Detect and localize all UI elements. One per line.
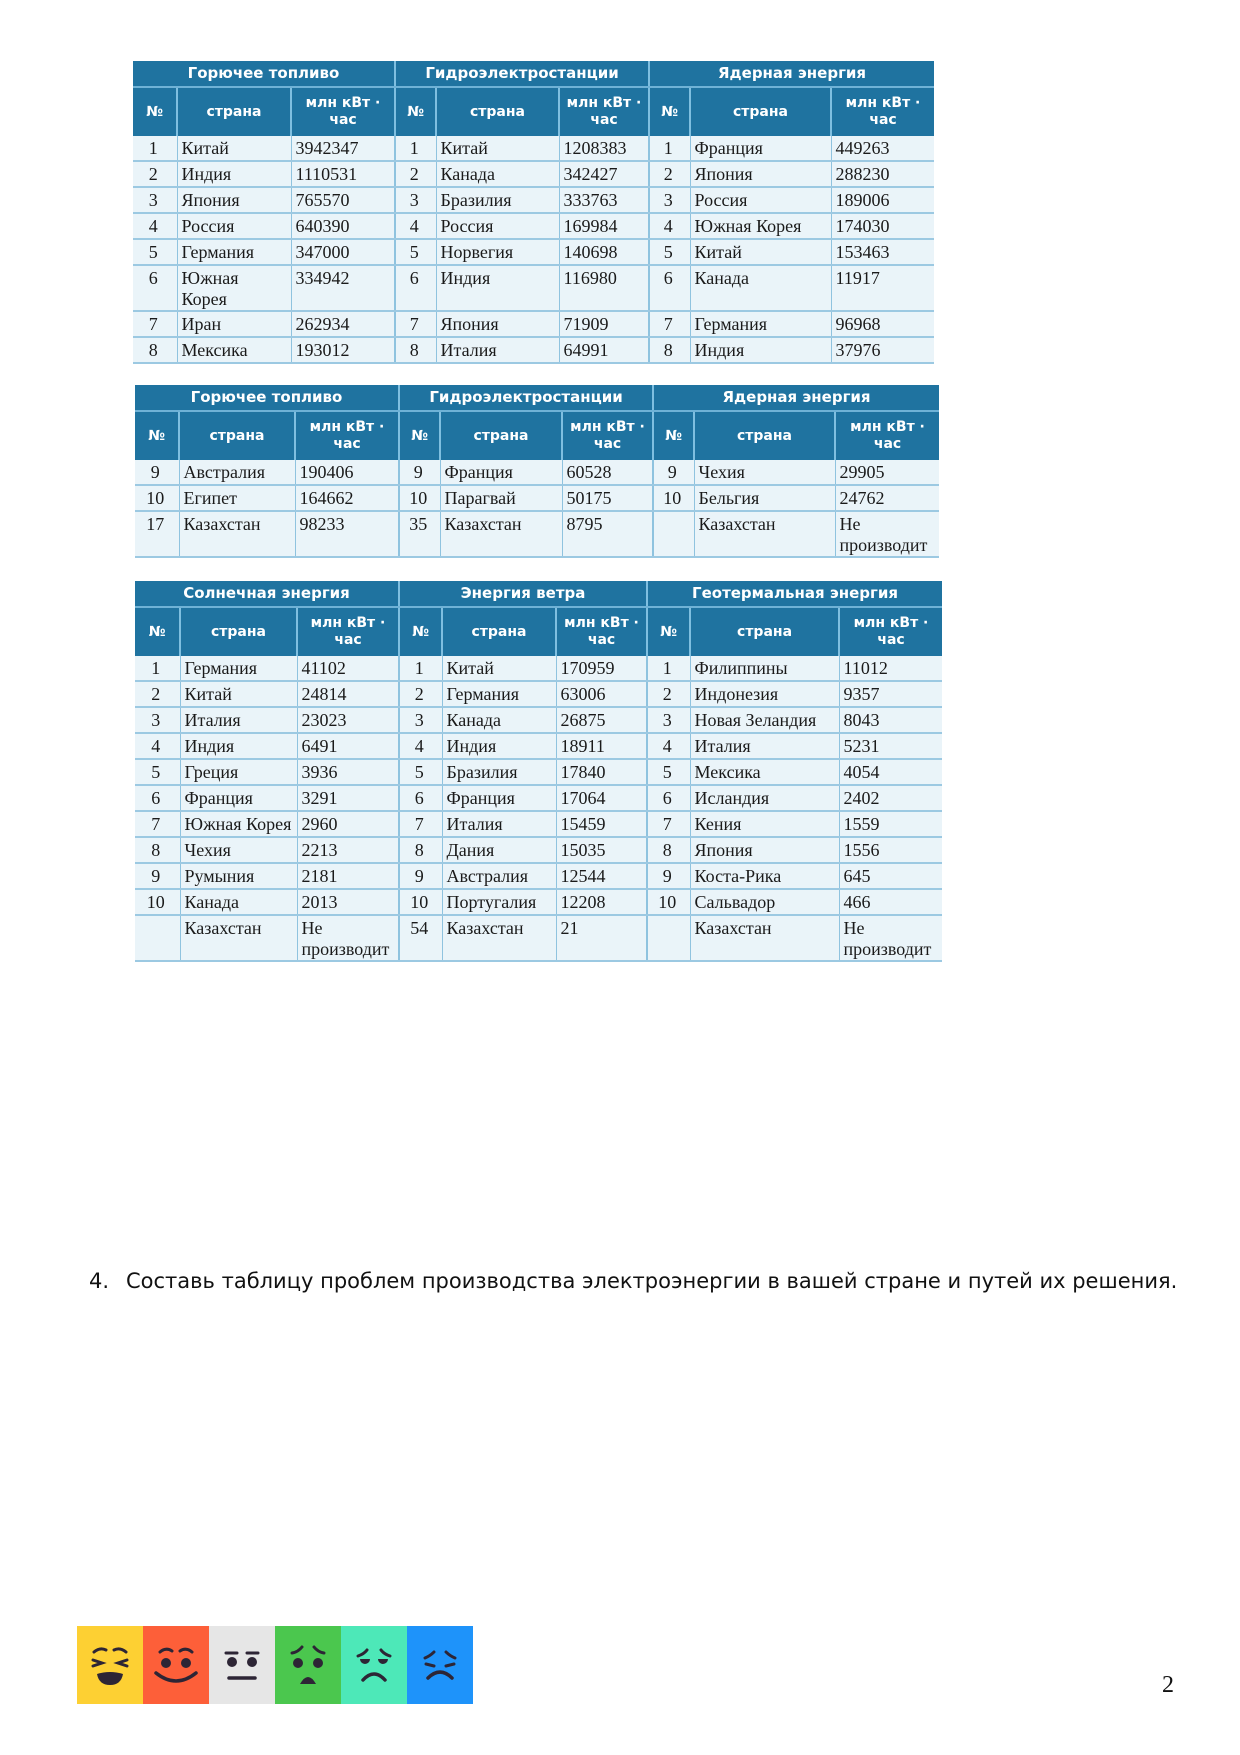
frustrated-face-icon bbox=[407, 1626, 473, 1704]
rank-cell: 7 bbox=[135, 811, 180, 837]
value-cell: 96968 bbox=[831, 311, 934, 337]
country-cell: Казахстан bbox=[690, 915, 839, 961]
rank-cell: 10 bbox=[135, 485, 179, 511]
country-cell: Кения bbox=[690, 811, 839, 837]
rank-cell: 9 bbox=[399, 460, 440, 485]
column-header-value: млн кВт · час bbox=[835, 411, 939, 460]
value-cell: 15035 bbox=[556, 837, 647, 863]
value-cell: 2402 bbox=[839, 785, 942, 811]
value-cell: 18911 bbox=[556, 733, 647, 759]
rank-cell: 2 bbox=[135, 681, 180, 707]
table-row bbox=[135, 759, 942, 785]
country-cell: Италия bbox=[690, 733, 839, 759]
column-header-country: страна bbox=[180, 607, 297, 656]
country-cell: Япония bbox=[690, 837, 839, 863]
country-cell: Казахстан bbox=[440, 511, 562, 557]
value-cell: 3936 bbox=[297, 759, 399, 785]
rank-cell bbox=[647, 915, 690, 961]
rank-cell: 5 bbox=[395, 239, 436, 265]
value-cell: 190406 bbox=[295, 460, 399, 485]
value-cell: 4054 bbox=[839, 759, 942, 785]
value-cell: 37976 bbox=[831, 337, 934, 363]
rank-cell: 10 bbox=[647, 889, 690, 915]
group-header: Энергия ветра bbox=[399, 581, 647, 607]
value-cell: 262934 bbox=[291, 311, 395, 337]
country-cell: Индия bbox=[177, 161, 291, 187]
country-cell: Германия bbox=[690, 311, 831, 337]
rank-cell: 1 bbox=[647, 656, 690, 681]
rank-cell: 9 bbox=[135, 863, 180, 889]
country-cell: Египет bbox=[179, 485, 295, 511]
country-cell: Япония bbox=[436, 311, 559, 337]
value-cell: 63006 bbox=[556, 681, 647, 707]
value-cell: 17064 bbox=[556, 785, 647, 811]
group-header: Солнечная энергия bbox=[135, 581, 399, 607]
task-number: 4. bbox=[89, 1269, 110, 1293]
rank-cell: 4 bbox=[647, 733, 690, 759]
country-cell: Казахстан bbox=[694, 511, 835, 557]
value-cell: 8795 bbox=[562, 511, 653, 557]
country-cell: Италия bbox=[436, 337, 559, 363]
country-cell: Бразилия bbox=[436, 187, 559, 213]
country-cell: Австралия bbox=[179, 460, 295, 485]
country-cell: Индия bbox=[436, 265, 559, 311]
rank-cell: 8 bbox=[133, 337, 177, 363]
country-cell: Бельгия bbox=[694, 485, 835, 511]
country-cell: Китай bbox=[180, 681, 297, 707]
energy-table-3 bbox=[135, 581, 942, 962]
country-cell: Филиппины bbox=[690, 656, 839, 681]
rank-cell: 4 bbox=[399, 733, 442, 759]
value-cell: 9357 bbox=[839, 681, 942, 707]
rank-cell: 17 bbox=[135, 511, 179, 557]
country-cell: Франция bbox=[690, 136, 831, 161]
value-cell: 3942347 bbox=[291, 136, 395, 161]
value-cell: 2960 bbox=[297, 811, 399, 837]
table-row bbox=[133, 337, 934, 363]
table-row bbox=[133, 136, 934, 161]
rank-cell: 1 bbox=[133, 136, 177, 161]
country-cell: Казахстан bbox=[179, 511, 295, 557]
column-header-country: страна bbox=[177, 87, 291, 136]
country-cell: Бразилия bbox=[442, 759, 556, 785]
task-text: Составь таблицу проблем производства электроэнергии в вашей стране и путей их решения. bbox=[126, 1269, 1178, 1293]
country-cell: Австралия bbox=[442, 863, 556, 889]
rank-cell: 54 bbox=[399, 915, 442, 961]
group-header: Гидроэлектростанции bbox=[395, 61, 649, 87]
rank-cell: 9 bbox=[399, 863, 442, 889]
value-cell: 2213 bbox=[297, 837, 399, 863]
rank-cell: 8 bbox=[399, 837, 442, 863]
country-cell: Казахстан bbox=[442, 915, 556, 961]
value-cell: 116980 bbox=[559, 265, 649, 311]
country-cell: Индонезия bbox=[690, 681, 839, 707]
country-cell: Италия bbox=[442, 811, 556, 837]
group-header: Ядерная энергия bbox=[649, 61, 934, 87]
rank-cell: 2 bbox=[133, 161, 177, 187]
country-cell: Индия bbox=[180, 733, 297, 759]
country-cell: Франция bbox=[440, 460, 562, 485]
rank-cell: 8 bbox=[395, 337, 436, 363]
rank-cell: 4 bbox=[395, 213, 436, 239]
rank-cell: 4 bbox=[133, 213, 177, 239]
column-header-number: № bbox=[399, 411, 440, 460]
column-header-number: № bbox=[653, 411, 694, 460]
rank-cell: 2 bbox=[649, 161, 690, 187]
column-header-country: страна bbox=[179, 411, 295, 460]
rank-cell: 5 bbox=[649, 239, 690, 265]
rank-cell: 2 bbox=[647, 681, 690, 707]
table-row bbox=[135, 707, 942, 733]
country-cell: Иран bbox=[177, 311, 291, 337]
rank-cell: 9 bbox=[653, 460, 694, 485]
rank-cell: 4 bbox=[649, 213, 690, 239]
value-cell: 6491 bbox=[297, 733, 399, 759]
country-cell: Сальвадор bbox=[690, 889, 839, 915]
table-row bbox=[135, 460, 939, 485]
rank-cell: 9 bbox=[647, 863, 690, 889]
rank-cell: 5 bbox=[399, 759, 442, 785]
country-cell: Мексика bbox=[690, 759, 839, 785]
country-cell: Мексика bbox=[177, 337, 291, 363]
rank-cell: 6 bbox=[647, 785, 690, 811]
rank-cell: 7 bbox=[649, 311, 690, 337]
country-cell: Чехия bbox=[180, 837, 297, 863]
value-cell: 140698 bbox=[559, 239, 649, 265]
value-cell: 164662 bbox=[295, 485, 399, 511]
rank-cell bbox=[653, 511, 694, 557]
rank-cell: 1 bbox=[135, 656, 180, 681]
country-cell: Канада bbox=[436, 161, 559, 187]
value-cell: Не производит bbox=[839, 915, 942, 961]
rank-cell: 10 bbox=[399, 889, 442, 915]
value-cell: 288230 bbox=[831, 161, 934, 187]
country-cell: Южная Корея bbox=[180, 811, 297, 837]
rank-cell: 1 bbox=[399, 656, 442, 681]
table-row bbox=[135, 681, 942, 707]
country-cell: Новая Зеландия bbox=[690, 707, 839, 733]
column-header-value: млн кВт · час bbox=[839, 607, 942, 656]
rank-cell: 5 bbox=[647, 759, 690, 785]
rank-cell: 1 bbox=[395, 136, 436, 161]
column-header-number: № bbox=[647, 607, 690, 656]
country-cell: Китай bbox=[690, 239, 831, 265]
country-cell: Коста-Рика bbox=[690, 863, 839, 889]
country-cell: Япония bbox=[177, 187, 291, 213]
value-cell: 645 bbox=[839, 863, 942, 889]
country-cell: Россия bbox=[177, 213, 291, 239]
rank-cell: 8 bbox=[649, 337, 690, 363]
table-row bbox=[133, 213, 934, 239]
rank-cell: 1 bbox=[649, 136, 690, 161]
country-cell: Греция bbox=[180, 759, 297, 785]
country-cell: Германия bbox=[180, 656, 297, 681]
country-cell: Канада bbox=[690, 265, 831, 311]
column-header-number: № bbox=[395, 87, 436, 136]
column-header-value: млн кВт · час bbox=[559, 87, 649, 136]
value-cell: 11917 bbox=[831, 265, 934, 311]
value-cell: 174030 bbox=[831, 213, 934, 239]
column-header-value: млн кВт · час bbox=[556, 607, 647, 656]
rank-cell: 2 bbox=[395, 161, 436, 187]
smiling-face-icon bbox=[143, 1626, 209, 1704]
table-row bbox=[133, 265, 934, 311]
table-row bbox=[133, 239, 934, 265]
value-cell: 12544 bbox=[556, 863, 647, 889]
rank-cell: 3 bbox=[135, 707, 180, 733]
value-cell: 15459 bbox=[556, 811, 647, 837]
value-cell: 765570 bbox=[291, 187, 395, 213]
column-header-number: № bbox=[133, 87, 177, 136]
country-cell: Китай bbox=[442, 656, 556, 681]
rank-cell: 6 bbox=[395, 265, 436, 311]
rank-cell: 6 bbox=[649, 265, 690, 311]
value-cell: 17840 bbox=[556, 759, 647, 785]
rank-cell: 3 bbox=[395, 187, 436, 213]
country-cell: Китай bbox=[177, 136, 291, 161]
column-header-value: млн кВт · час bbox=[291, 87, 395, 136]
value-cell: 12208 bbox=[556, 889, 647, 915]
value-cell: 193012 bbox=[291, 337, 395, 363]
rank-cell: 2 bbox=[399, 681, 442, 707]
group-header: Горючее топливо bbox=[133, 61, 395, 87]
mood-scale bbox=[77, 1626, 473, 1704]
country-cell: Чехия bbox=[694, 460, 835, 485]
worried-face-icon bbox=[275, 1626, 341, 1704]
country-cell: Россия bbox=[690, 187, 831, 213]
table-row bbox=[135, 485, 939, 511]
sad-face-icon bbox=[341, 1626, 407, 1704]
rank-cell: 7 bbox=[395, 311, 436, 337]
task-4 bbox=[89, 1262, 1181, 1300]
value-cell: 1208383 bbox=[559, 136, 649, 161]
country-cell: Италия bbox=[180, 707, 297, 733]
rank-cell: 9 bbox=[135, 460, 179, 485]
laughing-face-icon bbox=[77, 1626, 143, 1704]
table-row bbox=[135, 889, 942, 915]
rank-cell: 5 bbox=[135, 759, 180, 785]
value-cell: 334942 bbox=[291, 265, 395, 311]
country-cell: Япония bbox=[690, 161, 831, 187]
country-cell: Франция bbox=[442, 785, 556, 811]
value-cell: 60528 bbox=[562, 460, 653, 485]
column-header-value: млн кВт · час bbox=[562, 411, 653, 460]
country-cell: Норвегия bbox=[436, 239, 559, 265]
table-row bbox=[133, 187, 934, 213]
rank-cell: 4 bbox=[135, 733, 180, 759]
value-cell: 2013 bbox=[297, 889, 399, 915]
value-cell: 98233 bbox=[295, 511, 399, 557]
value-cell: 23023 bbox=[297, 707, 399, 733]
value-cell: 64991 bbox=[559, 337, 649, 363]
column-header-country: страна bbox=[694, 411, 835, 460]
rank-cell: 7 bbox=[647, 811, 690, 837]
value-cell: 466 bbox=[839, 889, 942, 915]
value-cell: 2181 bbox=[297, 863, 399, 889]
value-cell: 449263 bbox=[831, 136, 934, 161]
value-cell: 333763 bbox=[559, 187, 649, 213]
rank-cell: 10 bbox=[135, 889, 180, 915]
column-header-value: млн кВт · час bbox=[831, 87, 934, 136]
column-header-number: № bbox=[649, 87, 690, 136]
rank-cell: 3 bbox=[399, 707, 442, 733]
value-cell: 41102 bbox=[297, 656, 399, 681]
value-cell: 189006 bbox=[831, 187, 934, 213]
value-cell: 347000 bbox=[291, 239, 395, 265]
country-cell: Румыния bbox=[180, 863, 297, 889]
rank-cell: 8 bbox=[647, 837, 690, 863]
table-row bbox=[135, 863, 942, 889]
country-cell: Парагвай bbox=[440, 485, 562, 511]
value-cell: 1556 bbox=[839, 837, 942, 863]
column-header-country: страна bbox=[690, 87, 831, 136]
rank-cell: 10 bbox=[653, 485, 694, 511]
country-cell: Германия bbox=[442, 681, 556, 707]
country-cell: Южная Корея bbox=[690, 213, 831, 239]
value-cell: 21 bbox=[556, 915, 647, 961]
value-cell: 153463 bbox=[831, 239, 934, 265]
rank-cell: 6 bbox=[133, 265, 177, 311]
neutral-face-icon bbox=[209, 1626, 275, 1704]
country-cell: Южная Корея bbox=[177, 265, 291, 311]
value-cell: 8043 bbox=[839, 707, 942, 733]
column-header-value: млн кВт · час bbox=[297, 607, 399, 656]
country-cell: Канада bbox=[180, 889, 297, 915]
value-cell: 5231 bbox=[839, 733, 942, 759]
country-cell: Исландия bbox=[690, 785, 839, 811]
group-header: Ядерная энергия bbox=[653, 385, 939, 411]
country-cell: Португалия bbox=[442, 889, 556, 915]
country-cell: Китай bbox=[436, 136, 559, 161]
country-cell: Россия bbox=[436, 213, 559, 239]
value-cell: 24762 bbox=[835, 485, 939, 511]
energy-table-2 bbox=[135, 385, 939, 558]
value-cell: Не производит bbox=[835, 511, 939, 557]
group-header: Гидроэлектростанции bbox=[399, 385, 653, 411]
column-header-country: страна bbox=[440, 411, 562, 460]
table-row bbox=[135, 511, 939, 557]
rank-cell: 10 bbox=[399, 485, 440, 511]
value-cell: 640390 bbox=[291, 213, 395, 239]
page-number: 2 bbox=[1162, 1672, 1174, 1698]
country-cell: Канада bbox=[442, 707, 556, 733]
value-cell: 1559 bbox=[839, 811, 942, 837]
country-cell: Индия bbox=[442, 733, 556, 759]
country-cell: Индия bbox=[690, 337, 831, 363]
rank-cell: 7 bbox=[133, 311, 177, 337]
country-cell: Германия bbox=[177, 239, 291, 265]
rank-cell bbox=[135, 915, 180, 961]
table-row bbox=[133, 161, 934, 187]
table-row bbox=[135, 837, 942, 863]
value-cell: 3291 bbox=[297, 785, 399, 811]
value-cell: 71909 bbox=[559, 311, 649, 337]
table-row bbox=[135, 656, 942, 681]
table-row bbox=[133, 311, 934, 337]
column-header-country: страна bbox=[690, 607, 839, 656]
rank-cell: 6 bbox=[399, 785, 442, 811]
rank-cell: 35 bbox=[399, 511, 440, 557]
table-row bbox=[135, 785, 942, 811]
rank-cell: 5 bbox=[133, 239, 177, 265]
column-header-number: № bbox=[135, 411, 179, 460]
group-header: Геотермальная энергия bbox=[647, 581, 942, 607]
group-header: Горючее топливо bbox=[135, 385, 399, 411]
value-cell: 1110531 bbox=[291, 161, 395, 187]
value-cell: 26875 bbox=[556, 707, 647, 733]
rank-cell: 6 bbox=[135, 785, 180, 811]
value-cell: Не производит bbox=[297, 915, 399, 961]
value-cell: 11012 bbox=[839, 656, 942, 681]
country-cell: Франция bbox=[180, 785, 297, 811]
table-row bbox=[135, 915, 942, 961]
rank-cell: 7 bbox=[399, 811, 442, 837]
value-cell: 169984 bbox=[559, 213, 649, 239]
rank-cell: 8 bbox=[135, 837, 180, 863]
value-cell: 24814 bbox=[297, 681, 399, 707]
column-header-value: млн кВт · час bbox=[295, 411, 399, 460]
value-cell: 50175 bbox=[562, 485, 653, 511]
rank-cell: 3 bbox=[133, 187, 177, 213]
country-cell: Дания bbox=[442, 837, 556, 863]
column-header-number: № bbox=[135, 607, 180, 656]
rank-cell: 3 bbox=[647, 707, 690, 733]
column-header-country: страна bbox=[442, 607, 556, 656]
column-header-number: № bbox=[399, 607, 442, 656]
country-cell: Казахстан bbox=[180, 915, 297, 961]
rank-cell: 3 bbox=[649, 187, 690, 213]
value-cell: 342427 bbox=[559, 161, 649, 187]
value-cell: 29905 bbox=[835, 460, 939, 485]
value-cell: 170959 bbox=[556, 656, 647, 681]
table-row bbox=[135, 811, 942, 837]
energy-table-1 bbox=[133, 61, 934, 364]
table-row bbox=[135, 733, 942, 759]
column-header-country: страна bbox=[436, 87, 559, 136]
